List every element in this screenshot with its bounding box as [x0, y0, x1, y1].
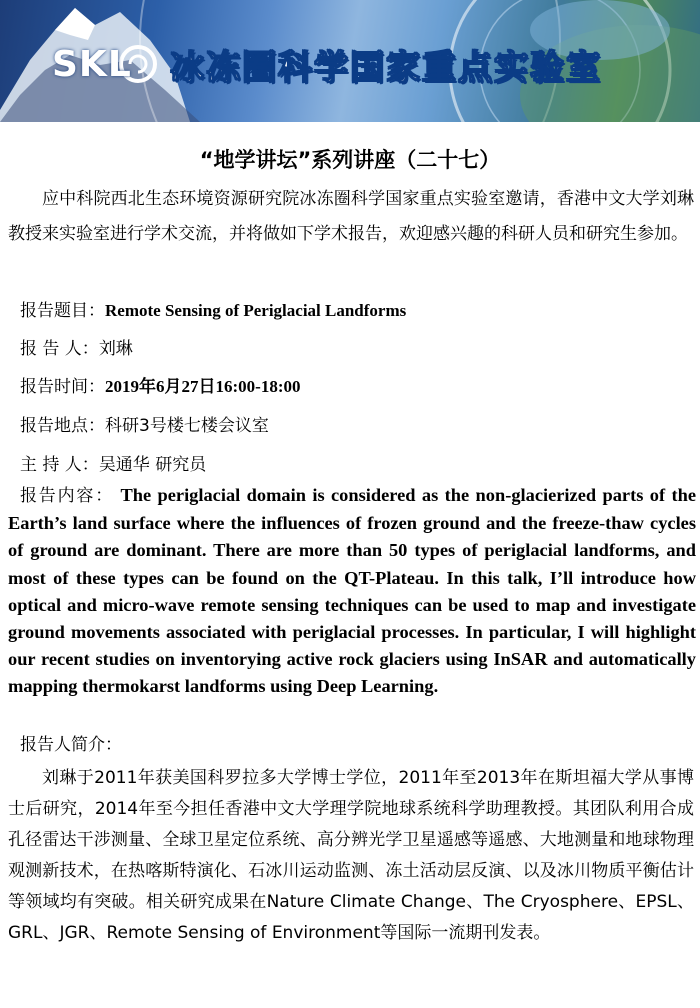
bio-heading: 报告人简介：: [20, 735, 122, 755]
speaker-value: 刘琳: [98, 339, 133, 359]
field-speaker: [20, 336, 690, 362]
time-label: 报告时间：: [20, 377, 105, 397]
field-host: [20, 452, 690, 478]
lecture-title: “地学讲坛”系列讲座（二十七）: [199, 148, 501, 172]
abstract-label: 报告内容：: [20, 486, 115, 506]
field-time: [20, 374, 690, 400]
bio-paragraph: 刘琳于2011年获美国科罗拉多大学博士学位，2011年至2013年在斯坦福大学从事博士后研究，2014年至今担任香港中文大学理学院地球系统科学助理教授。其团队利用合成孔径雷达干涉测量、全球卫星定位系统、高分辨光学卫星遥感等遥感、大地测量和地球物理观测新技术，在热喀斯特演化、石冰川运动监测、冻土活动层反演、以及冰川物质平衡估计等领域均有突破。相关研究成果在Nature Climate Change、The Cryosphere、EPSL、GRL、JGR、Remote Sensing of Environment等国际一流期刊发表。: [8, 768, 694, 943]
abstract-paragraph: [8, 482, 696, 701]
place-value: 科研3号楼七楼会议室: [105, 416, 269, 436]
place-label: 报告地点：: [20, 416, 105, 436]
field-topic: [20, 298, 690, 324]
topic-label: 报告题目：: [20, 301, 105, 321]
speaker-label: 报 告 人：: [20, 339, 99, 359]
field-place: [20, 413, 690, 439]
topic-value: Remote Sensing of Periglacial Landforms: [105, 301, 407, 320]
host-label: 主 持 人：: [20, 455, 99, 475]
time-value: 2019年6月27日16:00-18:00: [105, 377, 301, 396]
host-value: 吴通华 研究员: [98, 455, 207, 475]
intro-paragraph: 应中科院西北生态环境资源研究院冰冻圈科学国家重点实验室邀请，香港中文大学刘琳教授来实验室进行学术交流，并将做如下学术报告，欢迎感兴趣的科研人员和研究生参加。: [8, 189, 694, 244]
header-banner: [0, 0, 700, 122]
lab-name-title: 冰冻圈科学国家重点实验室: [170, 48, 602, 88]
lab-logo-text: SKL: [52, 44, 132, 85]
abstract-text: The periglacial domain is considered as the non-glacierized parts of the Earth’s land surface where the influences of frozen ground and the freeze-thaw cycles of ground are dominant. There are more than 50 types of periglacial landforms, and most of these types can be found on the QT-Plateau. In this talk, I’ll introduce how optical and micro-wave remote sensing techniques can be used to map and investigate ground movements associated with periglacial processes. In particular, I will highlight our recent studies on inventorying active rock glaciers using InSAR and automatically mapping thermokarst landforms using Deep Learning.: [8, 485, 697, 697]
